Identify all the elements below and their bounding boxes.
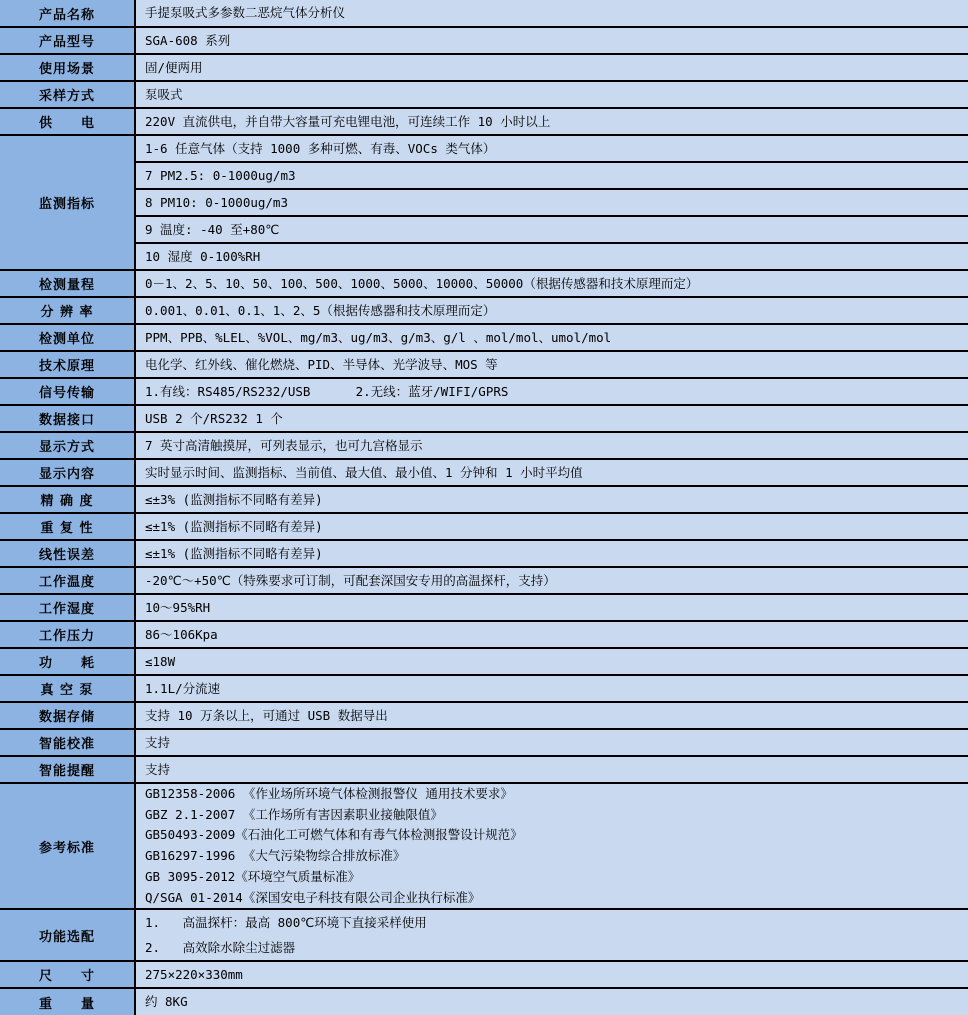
table-row [0,961,968,988]
table-row [0,567,968,594]
spec-label: 采样方式 [0,81,135,108]
table-row [0,675,968,702]
spec-label: 产品型号 [0,27,135,54]
spec-value-line: GB 3095-2012《环境空气质量标准》 [145,868,361,884]
spec-value: 支持 [135,756,968,783]
spec-value: 泵吸式 [135,81,968,108]
spec-value: 实时显示时间、监测指标、当前值、最大值、最小值、1 分钟和 1 小时平均值 [135,459,968,486]
spec-label: 尺 寸 [0,961,135,988]
spec-value: 约 8KG [135,988,968,1015]
spec-value: 手提泵吸式多参数二恶烷气体分析仪 [135,0,968,27]
spec-value: 电化学、红外线、催化燃烧、PID、半导体、光学波导、MOS 等 [135,351,968,378]
spec-label: 检测量程 [0,270,135,297]
spec-value-line: Q/SGA 01-2014《深国安电子科技有限公司企业执行标准》 [145,889,481,905]
spec-value-line: GBZ 2.1-2007 《工作场所有害因素职业接触限值》 [145,806,443,822]
spec-label: 显示内容 [0,459,135,486]
table-row [0,54,968,81]
spec-value-line: GB50493-2009《石油化工可燃气体和有毒气体检测报警设计规范》 [145,827,523,843]
spec-label: 精 确 度 [0,486,135,513]
spec-label: 智能提醒 [0,756,135,783]
spec-value: 固/便两用 [135,54,968,81]
spec-label: 检测单位 [0,324,135,351]
spec-value: ≤±1% (监测指标不同略有差异) [135,513,968,540]
spec-label: 功 耗 [0,648,135,675]
spec-label: 参考标准 [0,783,135,909]
table-row [0,324,968,351]
spec-value: ≤18W [135,648,968,675]
spec-label: 智能校准 [0,729,135,756]
spec-value-line: 1. 高温探杆：最高 800℃环境下直接采样使用 [145,915,427,931]
spec-value: SGA-608 系列 [135,27,968,54]
table-row [0,621,968,648]
spec-value [135,783,968,909]
spec-label: 工作压力 [0,621,135,648]
spec-label: 产品名称 [0,0,135,27]
spec-label: 信号传输 [0,378,135,405]
spec-value: 7 英寸高清触摸屏，可列表显示，也可九宫格显示 [135,432,968,459]
spec-label: 供 电 [0,108,135,135]
spec-value: 1.1L/分流速 [135,675,968,702]
table-row [0,297,968,324]
spec-value [135,909,968,961]
spec-label: 工作温度 [0,567,135,594]
spec-value: ≤±3% (监测指标不同略有差异) [135,486,968,513]
spec-label: 使用场景 [0,54,135,81]
table-row [0,108,968,135]
spec-label: 真 空 泵 [0,675,135,702]
spec-value-line: 2. 高效除水除尘过滤器 [145,940,296,956]
spec-label: 数据接口 [0,405,135,432]
table-row [0,459,968,486]
spec-value: 10 湿度 0-100%RH [135,243,968,270]
spec-value: 275×220×330mm [135,961,968,988]
table-row [0,756,968,783]
spec-value: 1.有线：RS485/RS232/USB 2.无线：蓝牙/WIFI/GPRS [135,378,968,405]
spec-value-line: GB16297-1996 《大气污染物综合排放标准》 [145,848,406,864]
spec-label: 功能选配 [0,909,135,961]
spec-label: 重 复 性 [0,513,135,540]
spec-label: 线性误差 [0,540,135,567]
spec-label: 工作湿度 [0,594,135,621]
table-row [0,783,968,909]
table-row [0,27,968,54]
table-row [0,216,968,243]
spec-label: 显示方式 [0,432,135,459]
table-row [0,540,968,567]
spec-label: 分 辨 率 [0,297,135,324]
table-row [0,351,968,378]
spec-value: 86～106Kpa [135,621,968,648]
table-row [0,648,968,675]
table-row [0,909,968,961]
spec-value: 0－1、2、5、10、50、100、500、1000、5000、10000、50000（根据传感器和技术原理而定） [135,270,968,297]
table-row [0,486,968,513]
spec-value: 10～95%RH [135,594,968,621]
spec-value: 7 PM2.5: 0-1000ug/m3 [135,162,968,189]
table-row [0,594,968,621]
table-row [0,729,968,756]
spec-label: 数据存储 [0,702,135,729]
table-row [0,270,968,297]
table-row [0,189,968,216]
spec-value: 9 温度: -40 至+80℃ [135,216,968,243]
spec-value: 220V 直流供电，并自带大容量可充电锂电池，可连续工作 10 小时以上 [135,108,968,135]
spec-label: 技术原理 [0,351,135,378]
table-row [0,702,968,729]
spec-value: USB 2 个/RS232 1 个 [135,405,968,432]
table-row [0,378,968,405]
table-row [0,513,968,540]
spec-value: -20℃～+50℃（特殊要求可订制，可配套深国安专用的高温探杆，支持） [135,567,968,594]
spec-value: ≤±1% (监测指标不同略有差异) [135,540,968,567]
spec-value: PPM、PPB、%LEL、%VOL、mg/m3、ug/m3、g/m3、g/l 、mol/mol、umol/mol [135,324,968,351]
table-row [0,135,968,162]
table-row [0,81,968,108]
table-row [0,0,968,27]
spec-value: 支持 [135,729,968,756]
spec-value: 1-6 任意气体（支持 1000 多种可燃、有毒、VOCs 类气体） [135,135,968,162]
spec-value-line: GB12358-2006 《作业场所环境气体检测报警仪 通用技术要求》 [145,786,513,801]
spec-label: 监测指标 [0,135,135,270]
table-row [0,432,968,459]
table-row [0,405,968,432]
spec-value: 支持 10 万条以上，可通过 USB 数据导出 [135,702,968,729]
spec-label: 重 量 [0,988,135,1015]
spec-value: 8 PM10: 0-1000ug/m3 [135,189,968,216]
table-row [0,162,968,189]
table-row [0,988,968,1015]
spec-value: 0.001、0.01、0.1、1、2、5（根据传感器和技术原理而定） [135,297,968,324]
table-row [0,243,968,270]
